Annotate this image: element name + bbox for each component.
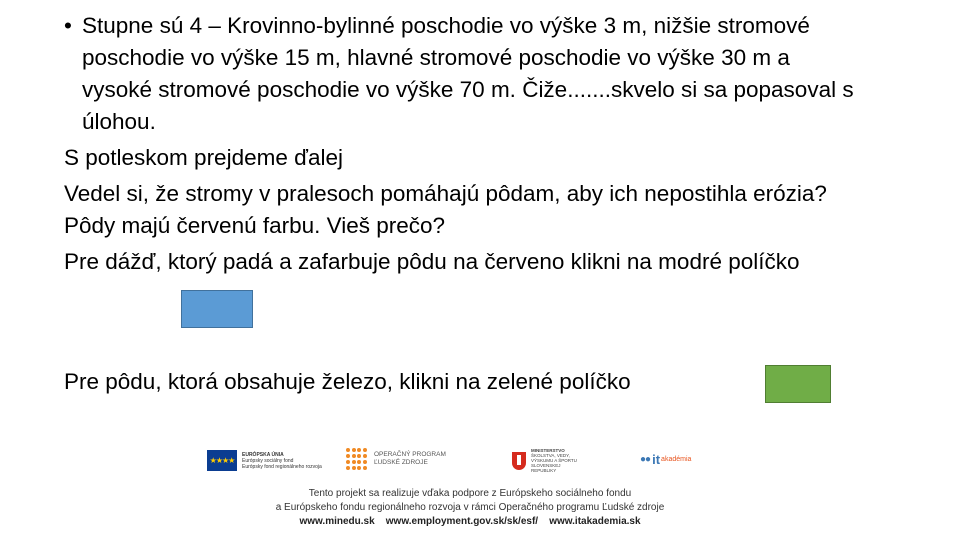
it-logo-sub: akadémia	[661, 456, 692, 463]
question-text: Vedel si, že stromy v pralesoch pomáhajú pôdam, aby ich nepostihla erózia? Pôdy majú červenú farbu. Vieš prečo?	[64, 181, 827, 238]
footer-links	[0, 515, 940, 529]
rain-instruction: Pre dážď, ktorý padá a zafarbuje pôdu na červeno klikni na modré políčko	[64, 249, 800, 274]
ministry-logo	[512, 448, 583, 473]
footer-link-minedu[interactable]: www.minedu.sk	[299, 516, 375, 527]
slide-body	[64, 10, 864, 278]
it-akademia-logo	[640, 452, 691, 467]
bullet-symbol: •	[64, 13, 72, 38]
green-answer-box[interactable]	[765, 365, 831, 403]
eu-logo-title: EURÓPSKA ÚNIA	[242, 451, 284, 458]
footer-line2: a Európskeho fondu regionálneho rozvoja v rámci Operačného programu Ľudské zdroje	[275, 502, 665, 513]
it-logo-text: it	[652, 452, 661, 467]
sponsor-logos	[0, 442, 960, 482]
footer-link-itakademia[interactable]: www.itakademia.sk	[549, 516, 641, 527]
eu-logo-sub1: Európsky sociálny fond	[242, 457, 294, 464]
bullet-text: Stupne sú 4 – Krovinno-bylinné poschodie vo výške 3 m, nižšie stromové poschodie vo výške 15 m, hlavné stromové poschodie vo výške 30 m a vysoké stromové poschodie vo výške 70 m. Čiže.......skvelo si sa popasoval s úlohou.	[82, 13, 854, 134]
footer	[0, 487, 940, 529]
op-dots-icon	[346, 448, 368, 470]
slovak-crest-icon	[512, 452, 526, 470]
op-logo-line2: ĽUDSKÉ ZDROJE	[374, 459, 428, 466]
ministry-line3: VÝSKUMU A ŠPORTU	[531, 458, 577, 463]
applause-line: S potleskom prejdeme ďalej	[64, 145, 343, 170]
footer-line1: Tento projekt sa realizuje vďaka podpore z Európskeho sociálneho fondu	[308, 488, 632, 499]
op-logo-line1: OPERAČNÝ PROGRAM	[374, 451, 446, 458]
ministry-line1: MINISTERSTVO	[531, 448, 565, 453]
blue-answer-box[interactable]	[181, 290, 253, 328]
eu-logo	[207, 450, 322, 471]
eu-logo-sub2: Európsky fond regionálneho rozvoja	[242, 463, 322, 470]
iron-instruction: Pre pôdu, ktorá obsahuje železo, klikni na zelené políčko	[64, 369, 631, 394]
ministry-line4: SLOVENSKEJ REPUBLIKY	[531, 463, 561, 473]
footer-link-employment[interactable]: www.employment.gov.sk/sk/esf/	[385, 516, 539, 527]
bullet-item	[64, 10, 864, 138]
op-ludske-zdroje-logo	[346, 448, 446, 470]
ministry-line2: ŠKOLSTVA, VEDY,	[531, 453, 570, 458]
it-dots-icon: ●●	[640, 454, 651, 465]
eu-flag-icon: ★★★★	[207, 450, 237, 471]
